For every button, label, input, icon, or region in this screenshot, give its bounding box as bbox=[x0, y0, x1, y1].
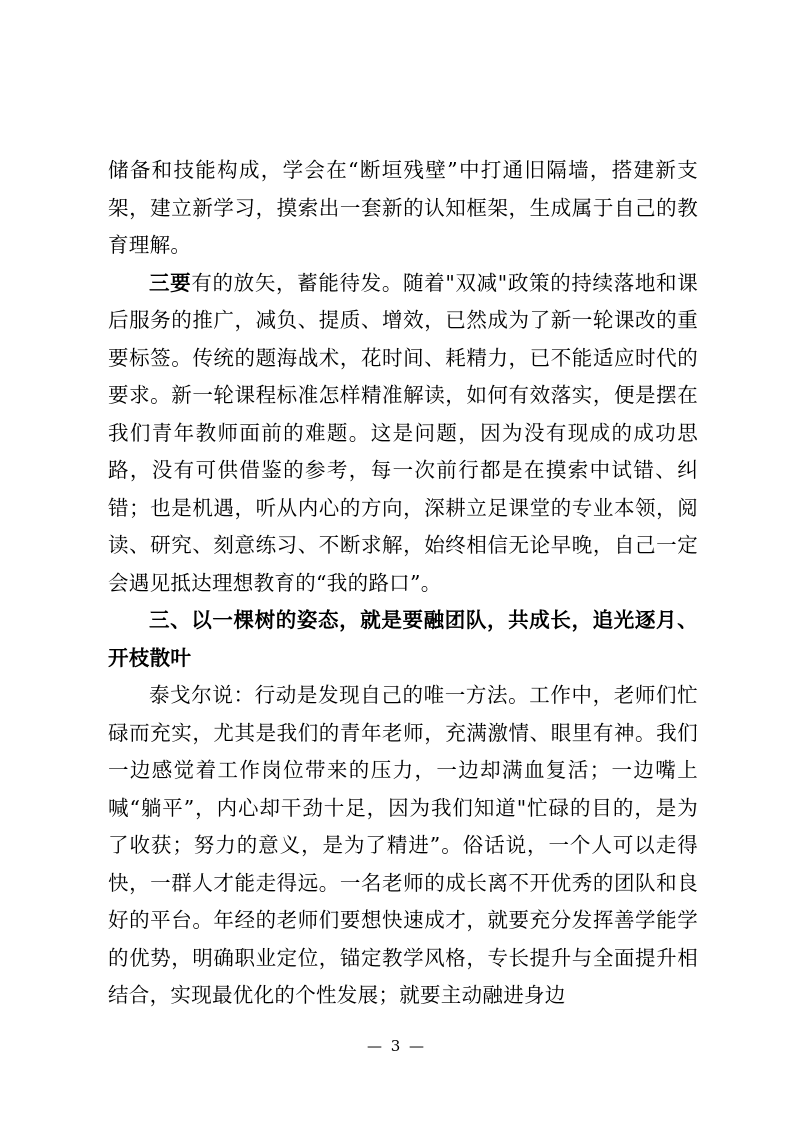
paragraph-point-three bbox=[108, 265, 698, 603]
section-heading-text: 三、以一棵树的姿态，就是要融团队，共成长，追光逐月、开枝散叶 bbox=[108, 608, 698, 670]
paragraph-text: 储备和技能构成，学会在“断垣残壁”中打通旧隔墙，搭建新支架，建立新学习，摸索出一套新的认知框架，生成属于自己的教育理解。 bbox=[108, 158, 698, 257]
paragraph-text: 有的放矢，蓄能待发。随着"双减"政策的持续落地和课后服务的推广，减负、提质、增效，已然成为了新一轮课改的重要标签。传统的题海战术，花时间、耗精力，已不能适应时代的要求。新一轮课程标准怎样精准解读，如何有效落实，便是摆在我们青年教师面前的难题。这是问题，因为没有现成的成功思路，没有可供借鉴的参考，每一次前行都是在摸索中试错、纠错；也是机遇，听从内心的方向，深耕立足课堂的专业本领，阅读、研究、刻意练习、不断求解，始终相信无论早晚，自己一定会遇见抵达理想教育的“我的路口”。 bbox=[108, 270, 698, 595]
paragraph-continuation bbox=[108, 152, 698, 265]
paragraph-text: 泰戈尔说：行动是发现自己的唯一方法。工作中，老师们忙碌而充实，尤其是我们的青年老师，充满激情、眼里有神。我们一边感觉着工作岗位带来的压力，一边却满血复活；一边嘴上喊“躺平”，内心却干劲十足，因为我们知道"忙碌的目的，是为了收获；努力的意义，是为了精进”。俗话说，一个人可以走得快，一群人才能走得远。一名老师的成长离不开优秀的团队和良好的平台。年经的老师们要想快速成才，就要充分发挥善学能学的优势，明确职业定位，锚定教学风格，专长提升与全面提升相结合，实现最优化的个性发展；就要主动融进身边 bbox=[108, 683, 698, 1007]
paragraph-tagore bbox=[108, 677, 698, 1015]
section-heading bbox=[108, 602, 698, 677]
page-number: — 3 — bbox=[366, 1037, 427, 1055]
body-text bbox=[108, 152, 698, 1015]
paragraph-lead: 三要 bbox=[149, 270, 192, 295]
